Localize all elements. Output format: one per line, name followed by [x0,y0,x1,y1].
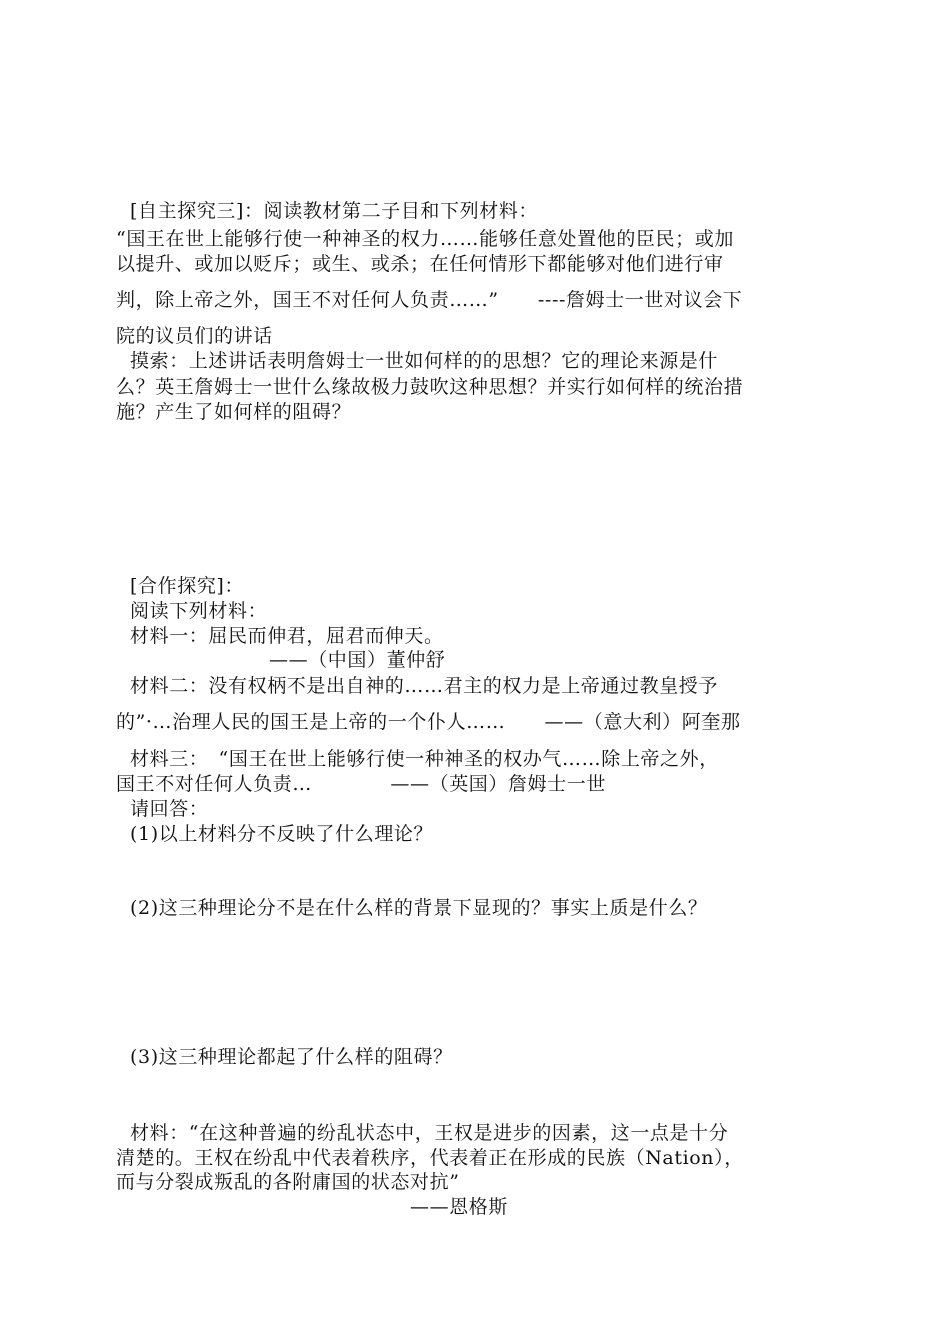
material-source: ——（中国）董仲舒 [269,649,446,671]
instruction-text: 请回答： [130,798,209,820]
quote-line: 院的议员们的讲话 [116,325,273,347]
material-line: 的”·…治理人民的国王是上帝的一个仆人…… ——（意大利）阿奎那 [116,711,741,733]
material-line: 材料三： “国王在世上能够行使一种神圣的权办气……除上帝之外， [130,748,719,770]
question-line: 么？英王詹姆士一世什么缘故极力鼓吹这种思想？并实行如何样的统治措 [116,376,744,398]
quote-line: “国王在世上能够行使一种神圣的权力……能够任意处置他的臣民；或加 [116,228,734,250]
instruction-text: 阅读下列材料： [130,600,268,622]
question-1: (1)以上材料分不反映了什么理论？ [130,823,434,845]
material-source: ——恩格斯 [410,1196,509,1218]
material-line: 而与分裂成叛乱的各附庸国的状态对抗” [116,1171,460,1193]
material-line: 清楚的。王权在纷乱中代表着秩序，代表着正在形成的民族（Nation）， [116,1147,744,1169]
question-line: 摸索：上述讲话表明詹姆士一世如何样的的思想？它的理论来源是什 [130,350,719,372]
section-heading: [自主探究三]：阅读教材第二子目和下列材料： [130,200,539,222]
question-line: 施？产生了如何样的阻碍？ [116,401,352,423]
section-heading: [合作探究]： [130,575,245,597]
material-line: 材料：“在这种普遍的纷乱状态中，王权是进步的因素，这一点是十分 [130,1122,729,1144]
material-line: 材料二：没有权柄不是出自神的……君主的权力是上帝通过教皇授予 [130,675,719,697]
question-3: (3)这三种理论都起了什么样的阻碍？ [130,1046,453,1068]
quote-line: 判，除上帝之外，国王不对任何人负责……” ----詹姆士一世对议会下 [116,289,743,311]
question-2: (2)这三种理论分不是在什么样的背景下显现的？事实上质是什么？ [130,897,708,919]
quote-line: 以提升、或加以贬斥；或生、或杀；在任何情形下都能够对他们进行审 [116,253,724,275]
material-line: 国王不对任何人负责… ——（英国）詹姆士一世 [116,773,607,795]
material-line: 材料一：屈民而伸君，屈君而伸天。 [130,625,444,647]
